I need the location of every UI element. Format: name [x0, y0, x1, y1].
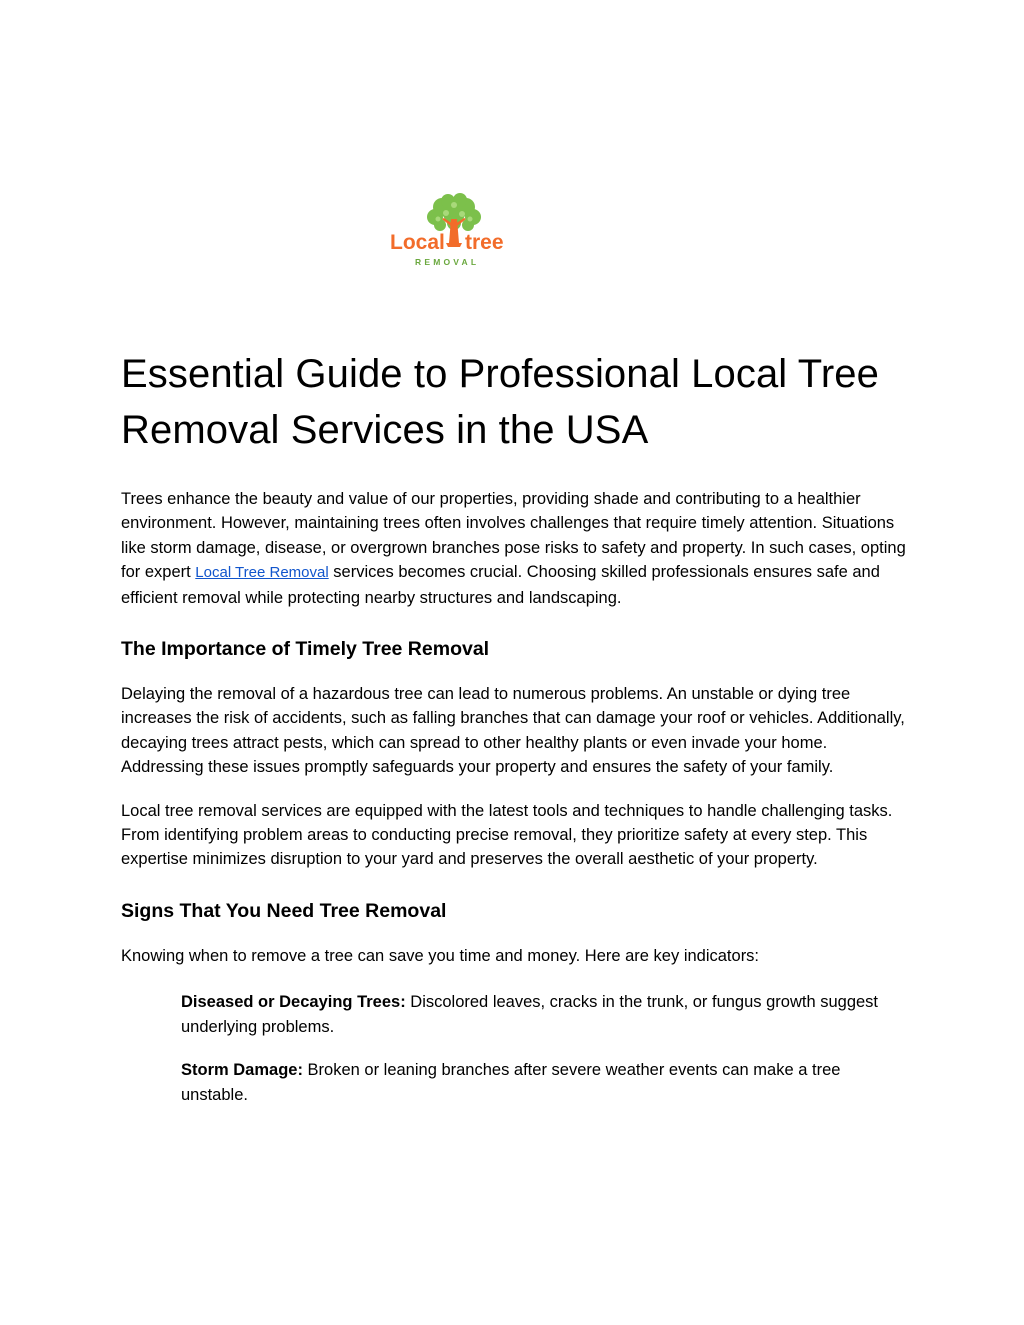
logo-text-tree: tree: [465, 231, 504, 254]
list-item-text: Broken or leaning branches after severe weather events can make a tree unstable.: [181, 1061, 841, 1104]
list-item-text: Discolored leaves, cracks in the trunk, or fungus growth suggest underlying problems.: [181, 993, 879, 1036]
logo-text-removal: REMOVAL: [415, 257, 480, 267]
logo-text-local: Local: [390, 231, 445, 254]
list-item: [181, 990, 911, 1039]
list-item-label: Diseased or Decaying Trees:: [181, 993, 406, 1012]
local-tree-removal-link[interactable]: Local Tree Removal: [195, 564, 329, 582]
page-title: Essential Guide to Professional Local Tree Removal Services in the USA: [121, 352, 879, 452]
list-item-label: Storm Damage:: [181, 1061, 303, 1080]
local-tree-removal-logo: [388, 193, 513, 273]
importance-paragraph-1: Delaying the removal of a hazardous tree can lead to numerous problems. An unstable or dying tree increases the risk of accidents, such as falling branches that can damage your roof or vehicles. Additionally, decaying trees attract pests, which can spread to other healthy plants or even invade your home. Addressing these issues promptly safeguards your property and ensures the safety of your family.: [121, 685, 905, 777]
intro-text-after-link: services becomes crucial. Choosing skilled professionals ensures safe and efficient removal while protecting nearby structures and landscaping.: [121, 563, 880, 607]
document-content: [121, 346, 911, 1126]
importance-paragraph-2: Local tree removal services are equipped with the latest tools and techniques to handle challenging tasks. From identifying problem areas to conducting precise removal, they prioritize safety at every step. This expertise minimizes disruption to your yard and preserves the overall aesthetic of your property.: [121, 801, 893, 869]
intro-paragraph: [121, 487, 911, 610]
signs-intro-paragraph: Knowing when to remove a tree can save you time and money. Here are key indicators:: [121, 946, 760, 965]
intro-text-before-link: Trees enhance the beauty and value of our properties, providing shade and contributing to a healthier environment. However, maintaining trees often involves challenges that require timely attention. Situations like storm damage, disease, or overgrown branches pose risks to safety and property. In such cases, opting for expert: [121, 490, 906, 582]
tree-logo-icon: [388, 193, 513, 273]
list-item: [181, 1058, 911, 1107]
section-heading-signs: Signs That You Need Tree Removal: [121, 899, 447, 922]
section-heading-importance: The Importance of Timely Tree Removal: [121, 638, 490, 661]
